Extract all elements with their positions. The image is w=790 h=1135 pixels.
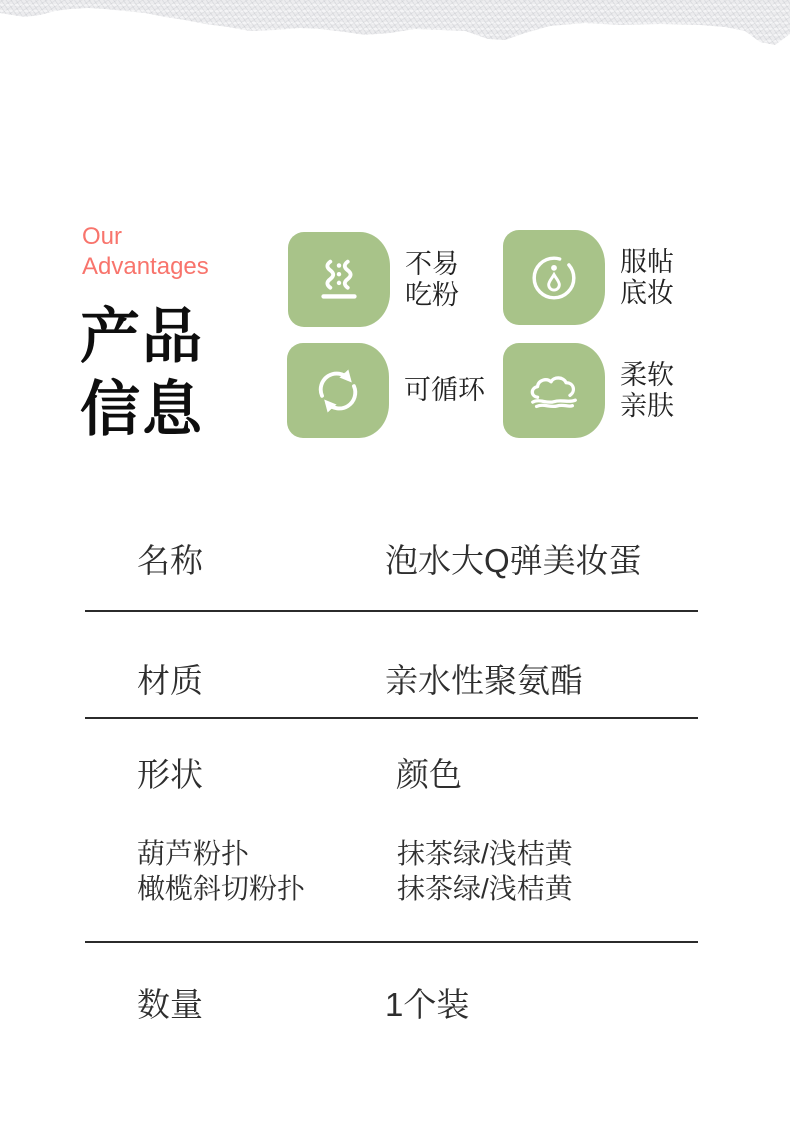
shape-color: 抹茶绿/浅桔黄 [397, 873, 573, 904]
steam-icon [288, 232, 390, 327]
page-title-line2: 信息 [80, 376, 204, 443]
advantage-label-line1: 可循环 [404, 375, 485, 405]
spec-label-quantity: 数量 [137, 986, 203, 1023]
advantage-label [620, 230, 674, 325]
advantage-item-fits-makeup [503, 230, 674, 325]
advantage-label [620, 343, 674, 438]
advantage-label-line2: 亲肤 [620, 390, 674, 421]
advantage-label [404, 343, 485, 438]
spec-value-quantity: 1个装 [385, 986, 470, 1023]
spec-row-material [137, 662, 583, 700]
advantage-item-recyclable [287, 343, 485, 438]
advantage-label [405, 232, 459, 327]
spec-row-quantity [137, 986, 469, 1024]
shape-name: 葫芦粉扑 [137, 838, 250, 869]
spec-row-shape-header [137, 756, 462, 794]
spec-header-color: 颜色 [396, 756, 462, 793]
spec-label-shape: 形状 [137, 756, 203, 793]
spec-value-material: 亲水性聚氨酯 [385, 662, 583, 699]
advantage-label-line1: 不易 [405, 248, 459, 279]
spec-value-name: 泡水大Q弹美妆蛋 [385, 542, 642, 579]
divider-line [85, 610, 698, 612]
page-title-line1: 产品 [80, 303, 204, 370]
droplet-icon [503, 230, 605, 325]
shape-color: 抹茶绿/浅桔黄 [397, 838, 573, 869]
spec-label-material: 材质 [137, 662, 203, 699]
shape-color-row [137, 836, 573, 871]
spec-row-name [137, 542, 642, 580]
advantage-label-line1: 柔软 [620, 359, 674, 390]
divider-line [85, 941, 698, 943]
shape-color-list [137, 836, 573, 906]
torn-paper-edge [0, 0, 790, 48]
recycle-icon [287, 343, 389, 438]
cloud-icon [503, 343, 605, 438]
advantage-label-line2: 底妆 [620, 277, 674, 308]
shape-color-row [137, 871, 573, 906]
advantage-label-line2: 吃粉 [405, 279, 459, 310]
shape-name: 橄榄斜切粉扑 [137, 873, 306, 904]
advantage-item-no-powder [288, 232, 459, 327]
divider-line [85, 717, 698, 719]
spec-label-name: 名称 [137, 542, 203, 579]
advantage-item-soft-skin [503, 343, 674, 438]
advantages-eyebrow: Our Advantages [82, 223, 209, 280]
page-title [80, 300, 204, 446]
advantage-label-line1: 服帖 [620, 246, 674, 277]
